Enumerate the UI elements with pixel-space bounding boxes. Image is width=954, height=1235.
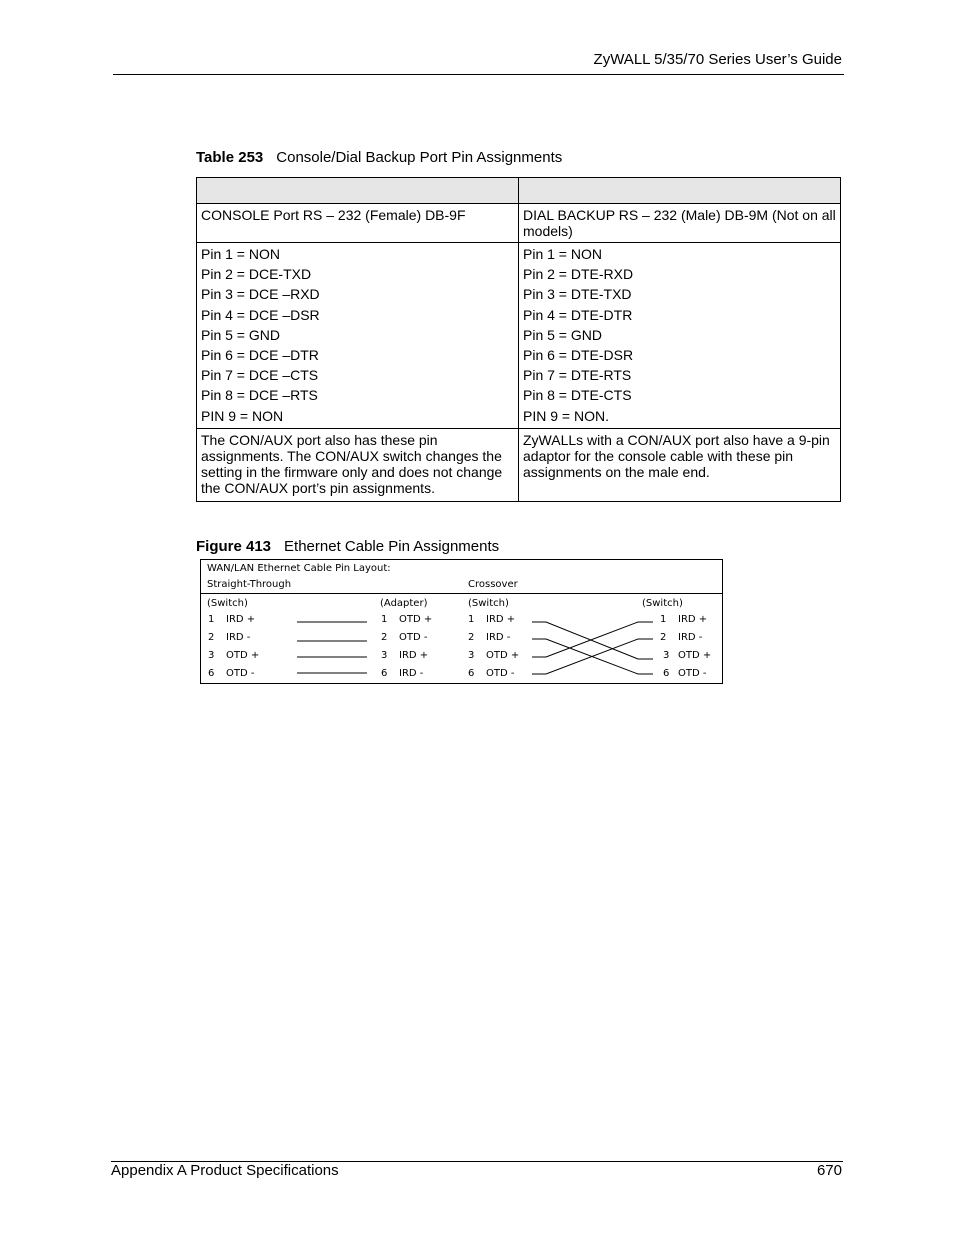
dial-backup-pin-list (519, 243, 841, 429)
running-header: ZyWALL 5/35/70 Series User’s Guide (593, 51, 842, 68)
con-aux-note-cell: The CON/AUX port also has these pin assignments. The CON/AUX switch changes the setting in the firmware only and does not change the CON/AUX port’s pin assignments. (197, 428, 519, 501)
page-number: 670 (816, 1162, 842, 1179)
pin-number: 6 (381, 668, 388, 679)
straight-through-label: Straight-Through (207, 579, 292, 590)
cross-right-heading: (Switch) (642, 598, 683, 609)
table-caption-label: Table 253 (196, 149, 264, 166)
figure-caption-label: Figure 413 (196, 538, 272, 555)
pin-signal: OTD - (678, 668, 707, 679)
pin-signal: IRD + (399, 650, 429, 661)
table-caption (196, 149, 562, 166)
crossover-label: Crossover (468, 579, 518, 590)
pin-assignment-table (196, 177, 841, 502)
dial-backup-port-cell: DIAL BACKUP RS – 232 (Male) DB-9M (Not on all models) (519, 204, 841, 243)
straight-left-heading: (Switch) (207, 598, 248, 609)
pin-signal: IRD + (678, 614, 708, 625)
pin-item: Pin 2 = DTE-RXD (523, 266, 634, 283)
pin-number: 2 (381, 632, 388, 643)
pin-number: 2 (468, 632, 475, 643)
pin-item: Pin 3 = DCE –RXD (201, 286, 320, 303)
pin-signal: OTD - (486, 668, 515, 679)
diagram-title: WAN/LAN Ethernet Cable Pin Layout: (207, 563, 391, 574)
pin-signal: IRD - (226, 632, 251, 643)
table-row (197, 428, 841, 501)
pin-signal: OTD - (399, 632, 428, 643)
cross-left-heading: (Switch) (468, 598, 509, 609)
table-caption-text: Console/Dial Backup Port Pin Assignments (276, 149, 563, 166)
pin-number: 1 (660, 614, 667, 625)
pin-signal: IRD - (399, 668, 424, 679)
pin-number: 6 (663, 668, 670, 679)
pin-number: 3 (381, 650, 388, 661)
pin-number: 3 (468, 650, 475, 661)
console-pin-list (197, 243, 519, 429)
ethernet-pin-diagram (200, 559, 723, 684)
table-header-row (197, 178, 841, 204)
footer-section: Appendix A Product Specifications (111, 1162, 339, 1179)
straight-right-heading: (Adapter) (380, 598, 428, 609)
pin-signal: IRD - (678, 632, 703, 643)
pin-item: Pin 3 = DTE-TXD (523, 286, 632, 303)
pin-signal: IRD + (486, 614, 516, 625)
adaptor-note-cell: ZyWALLs with a CON/AUX port also have a 9-pin adaptor for the console cable with these pin assignments on the male end. (519, 428, 841, 501)
pin-item: Pin 6 = DCE –DTR (201, 346, 319, 363)
pin-item: Pin 2 = DCE-TXD (201, 266, 312, 283)
pin-item: Pin 7 = DCE –CTS (201, 367, 319, 384)
pin-item: Pin 6 = DTE-DSR (523, 346, 634, 363)
pin-number: 3 (208, 650, 215, 661)
pin-signal: IRD + (226, 614, 256, 625)
figure-caption (196, 538, 499, 555)
pin-item: PIN 9 = NON. (523, 407, 609, 424)
table-header-cell (197, 178, 519, 204)
pin-number: 2 (208, 632, 215, 643)
pin-number: 6 (468, 668, 475, 679)
pin-item: Pin 7 = DTE-RTS (523, 367, 632, 384)
pin-number: 1 (468, 614, 475, 625)
header-rule (113, 74, 844, 75)
pin-item: PIN 9 = NON (201, 407, 284, 424)
pin-item: Pin 4 = DCE –DSR (201, 306, 320, 323)
pin-number: 2 (660, 632, 667, 643)
table-header-cell (519, 178, 841, 204)
table-row (197, 243, 841, 429)
console-port-cell: CONSOLE Port RS – 232 (Female) DB-9F (197, 204, 519, 243)
pin-item: Pin 8 = DTE-CTS (523, 387, 632, 404)
pin-signal: IRD - (486, 632, 511, 643)
pin-item: Pin 8 = DCE –RTS (201, 387, 318, 404)
pin-signal: OTD - (226, 668, 255, 679)
crossover-wire-6-2 (532, 639, 653, 674)
wiring-lines (201, 560, 722, 683)
pin-item: Pin 1 = NON (201, 246, 280, 262)
pin-number: 3 (663, 650, 670, 661)
table-row (197, 204, 841, 243)
pin-signal: OTD + (226, 650, 260, 661)
pin-item: Pin 5 = GND (523, 326, 602, 343)
pin-item: Pin 5 = GND (201, 326, 280, 343)
pin-item: Pin 4 = DTE-DTR (523, 306, 633, 323)
pin-number: 1 (381, 614, 388, 625)
crossover-wire-3-1 (532, 622, 653, 657)
pin-signal: OTD + (678, 650, 712, 661)
pin-signal: OTD + (486, 650, 520, 661)
figure-caption-text: Ethernet Cable Pin Assignments (284, 538, 500, 555)
pin-item: Pin 1 = NON (523, 246, 602, 262)
pin-number: 6 (208, 668, 215, 679)
pin-number: 1 (208, 614, 215, 625)
pin-signal: OTD + (399, 614, 433, 625)
